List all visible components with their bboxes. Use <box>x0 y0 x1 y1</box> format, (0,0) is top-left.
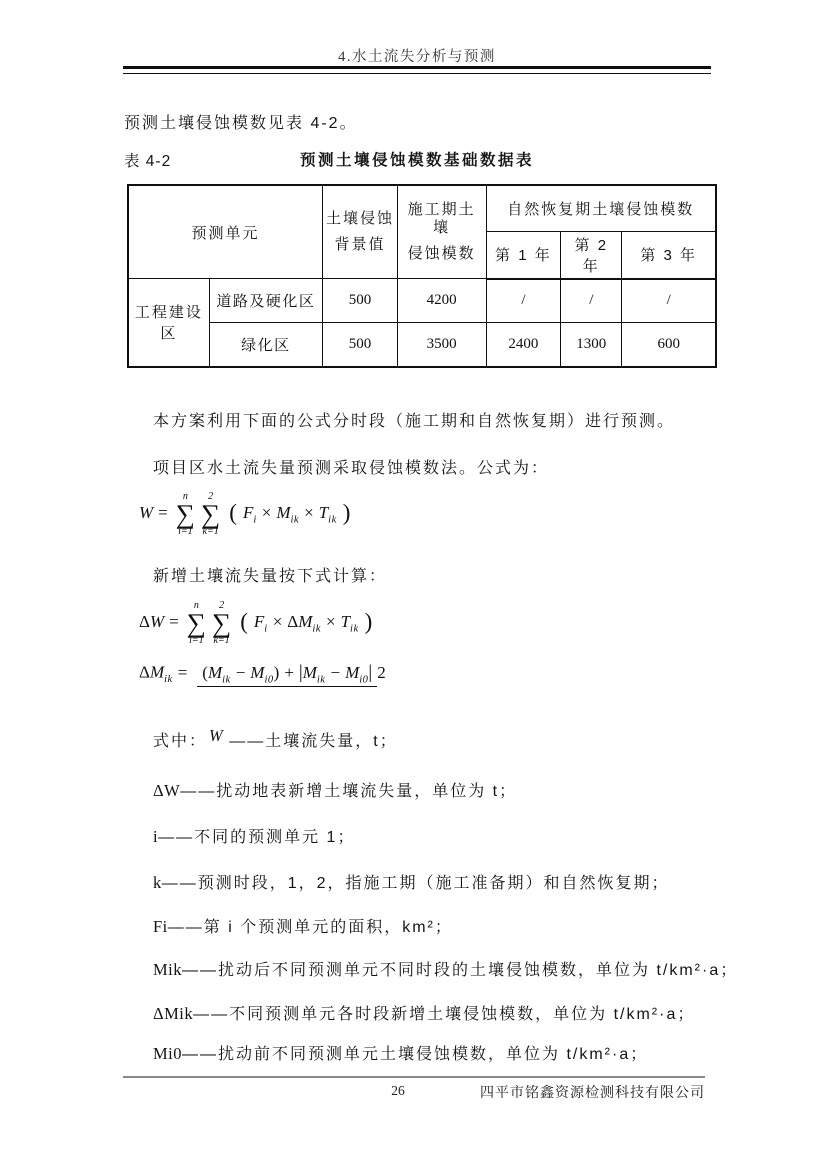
delta-sign: Δ <box>139 662 150 682</box>
sigma-upper-limit: 2 <box>219 600 225 611</box>
right-paren: ) <box>364 609 373 635</box>
year3-value-cell: 600 <box>622 323 716 367</box>
paragraph-formula-intro: 项目区水土流失量预测采取侵蚀模数法。公式为： <box>153 460 550 477</box>
formula-subscript: ik <box>316 674 326 686</box>
table-header-construction <box>397 185 486 279</box>
equals-sign: = <box>169 612 179 632</box>
formula-term: F <box>242 503 254 523</box>
formula-subscript: i <box>253 514 257 526</box>
formula-subscript: ik <box>350 623 359 635</box>
formula-delta-modulus <box>139 662 386 685</box>
definition-item <box>153 778 517 801</box>
table-row <box>128 279 716 323</box>
construction-value-cell: 3500 <box>397 323 486 367</box>
background-value-cell: 500 <box>323 279 398 323</box>
table-caption-title: 预测土壤侵蚀模数基础数据表 <box>299 152 534 169</box>
definition-text: ——扰动地表新增土壤流失量，单位为 t； <box>180 783 518 800</box>
sigma-icon: ∑ <box>175 499 196 529</box>
definition-item <box>153 870 670 893</box>
paragraph-method-intro: 本方案利用下面的公式分时段（施工期和自然恢复期）进行预测。 <box>153 413 676 430</box>
definition-symbol: i <box>153 827 159 846</box>
formula-subscript: ik <box>312 623 321 635</box>
row-name-cell: 绿化区 <box>209 323 322 367</box>
abs-bar: | <box>298 662 303 683</box>
footer-rule <box>123 1076 705 1078</box>
row-name-cell: 道路及硬化区 <box>209 279 322 323</box>
definition-item <box>153 914 453 937</box>
sigma-upper-limit: 2 <box>208 491 214 502</box>
table-header-unit: 预测单元 <box>128 185 323 279</box>
table-header-recovery: 自然恢复期土壤侵蚀模数 <box>486 185 716 231</box>
table-header-construction-line1: 施工期土壤 <box>407 201 476 236</box>
sigma-icon: ∑ <box>201 499 221 529</box>
times-sign: × <box>304 503 314 523</box>
construction-value-cell: 4200 <box>397 279 486 323</box>
definition-item <box>153 728 398 751</box>
definition-symbol: k <box>153 873 162 892</box>
minus-sign: − <box>330 663 341 682</box>
definition-text: ——扰动后不同预测单元不同时段的土壤侵蚀模数，单位为 t/km²·a； <box>182 962 739 979</box>
definition-prefix: 式中： <box>153 733 208 750</box>
table-header-background <box>323 185 398 279</box>
definition-symbol: Mi0 <box>153 1044 183 1063</box>
page-number: 26 <box>391 1083 405 1098</box>
footer-company-name: 四平市铭鑫资源检测科技有限公司 <box>480 1084 705 1100</box>
right-paren: ) <box>273 663 280 682</box>
definition-symbol: Fi <box>153 917 168 936</box>
table-header-background-line1: 土壤侵蚀 <box>325 210 394 227</box>
definition-item <box>153 1001 695 1024</box>
formula-subscript: i0 <box>264 674 274 686</box>
sigma-lower-limit: i=1 <box>189 635 204 647</box>
formula-term: M <box>302 663 317 682</box>
minus-sign: − <box>235 663 246 682</box>
formula-new-soil-loss <box>139 600 378 646</box>
left-paren: ( <box>240 609 248 635</box>
year2-value-cell: 1300 <box>561 323 622 367</box>
sigma-sum <box>201 491 220 537</box>
definition-symbol: ΔW <box>153 781 181 800</box>
formula-term: T <box>340 612 351 632</box>
table-header-year2: 第 2 年 <box>561 231 622 279</box>
background-value-cell: 500 <box>323 323 398 367</box>
right-paren: ) <box>342 500 351 526</box>
formula-lhs: W <box>149 612 165 632</box>
table-header-year3: 第 3 年 <box>622 231 716 279</box>
row-group-cell: 工程建设区 <box>128 279 209 367</box>
formula-soil-loss <box>139 491 356 537</box>
fraction-denominator: 2 <box>377 663 386 682</box>
sigma-sum <box>176 491 195 537</box>
formula-subscript: ik <box>222 674 231 686</box>
table-header-background-line2: 背景值 <box>334 236 386 253</box>
definition-symbol: Mik <box>153 960 183 979</box>
sigma-lower-limit: i=1 <box>178 526 193 538</box>
definition-text: ——土壤流失量，t； <box>229 733 398 750</box>
definition-text: ——扰动前不同预测单元土壤侵蚀模数，单位为 t/km²·a； <box>182 1046 649 1063</box>
formula-subscript: ik <box>290 514 300 526</box>
sigma-icon: ∑ <box>211 608 232 638</box>
delta-sign: Δ <box>139 612 150 632</box>
equals-sign: = <box>177 662 188 682</box>
fraction <box>197 662 385 685</box>
definition-text: ——不同的预测单元 1； <box>158 829 356 846</box>
formula-term: M <box>207 663 223 682</box>
year1-value-cell: 2400 <box>486 323 561 367</box>
formula-subscript: i0 <box>359 674 369 686</box>
formula-subscript: ik <box>164 674 173 685</box>
header-rule <box>123 66 711 74</box>
sigma-upper-limit: n <box>182 491 188 502</box>
definition-text: ——预测时段，1，2，指施工期（施工准备期）和自然恢复期； <box>161 875 670 892</box>
equals-sign: = <box>158 503 168 523</box>
sigma-sum <box>212 600 231 646</box>
formula-lhs: W <box>139 503 154 523</box>
formula-term: M <box>345 663 360 682</box>
formula-term: M <box>276 503 291 523</box>
delta-sign: Δ <box>287 612 299 632</box>
definition-symbol: W <box>209 726 224 745</box>
abs-bar: | <box>368 662 373 683</box>
sigma-lower-limit: k=1 <box>213 635 230 647</box>
sigma-icon: ∑ <box>186 608 206 638</box>
fraction-numerator <box>197 663 377 687</box>
times-sign: × <box>325 612 336 632</box>
formula-lhs: M <box>149 662 165 682</box>
definition-item <box>153 824 355 847</box>
table-header-year1: 第 1 年 <box>486 231 561 279</box>
intro-paragraph: 预测土壤侵蚀模数见表 4-2。 <box>124 115 358 132</box>
left-paren: ( <box>202 663 208 682</box>
definition-item <box>153 957 738 980</box>
page-header-title: 4.水土流失分析与预测 <box>338 49 496 65</box>
formula-term: T <box>318 503 329 523</box>
paragraph-new-loss-intro: 新增土壤流失量按下式计算： <box>153 568 388 585</box>
left-paren: ( <box>229 500 237 526</box>
sigma-sum <box>187 600 206 646</box>
year3-value-cell: / <box>622 279 716 323</box>
formula-subscript: i <box>264 623 268 635</box>
definition-text: ——不同预测单元各时段新增土壤侵蚀模数，单位为 t/km²·a； <box>193 1006 696 1023</box>
times-sign: × <box>261 503 272 523</box>
table-caption-label: 表 4-2 <box>124 153 172 170</box>
sigma-upper-limit: n <box>193 600 199 611</box>
definition-symbol: ΔMik <box>153 1004 194 1023</box>
formula-term: F <box>253 612 265 632</box>
formula-term: M <box>250 663 265 682</box>
year2-value-cell: / <box>561 279 622 323</box>
formula-term: M <box>298 612 313 632</box>
definition-text: ——第 i 个预测单元的面积，km²； <box>167 919 453 936</box>
definition-item <box>153 1041 648 1064</box>
table-row <box>128 323 716 367</box>
table-header-construction-line2: 侵蚀模数 <box>407 245 476 262</box>
year1-value-cell: / <box>486 279 561 323</box>
times-sign: × <box>272 612 283 632</box>
formula-subscript: ik <box>328 514 337 526</box>
plus-sign: + <box>284 663 294 682</box>
sigma-lower-limit: k=1 <box>202 526 219 538</box>
erosion-modulus-table <box>127 184 717 368</box>
